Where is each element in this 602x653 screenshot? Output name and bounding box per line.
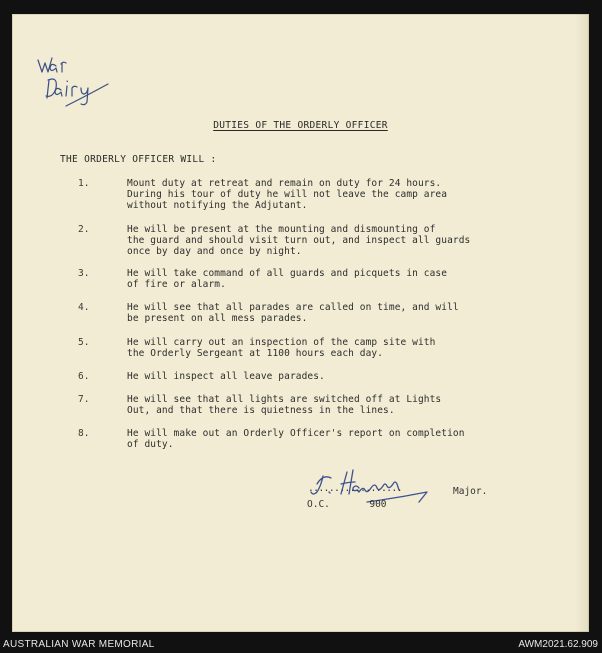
duty-text: He will make out an Orderly Officer's report on completion of duty. bbox=[127, 428, 465, 450]
footer-bar bbox=[0, 636, 602, 653]
footer-accession-id: AWM2021.62.909 bbox=[518, 639, 598, 650]
duty-number: 4. bbox=[78, 302, 90, 313]
footer-institution: AUSTRALIAN WAR MEMORIAL bbox=[3, 639, 155, 650]
document-title bbox=[12, 120, 589, 131]
duty-text: He will see that all parades are called on time, and will be present on all mess parades. bbox=[127, 302, 459, 324]
signature-rank: Major. bbox=[453, 486, 488, 497]
duty-text: He will be present at the mounting and dismounting of the guard and should visit turn out, and inspect all guards once by day and once by night. bbox=[127, 224, 471, 257]
duty-text: He will take command of all guards and picquets in case of fire or alarm. bbox=[127, 268, 448, 290]
intro-line: THE ORDERLY OFFICER WILL : bbox=[60, 154, 217, 165]
duty-number: 6. bbox=[78, 371, 90, 382]
duty-number: 5. bbox=[78, 337, 90, 348]
signature-unit bbox=[307, 499, 387, 510]
duty-number: 7. bbox=[78, 394, 90, 405]
handwritten-note bbox=[36, 52, 116, 108]
signature-line: .................. bbox=[308, 483, 402, 494]
document-title-text: DUTIES OF THE ORDERLY OFFICER bbox=[213, 120, 388, 131]
duty-text: He will see that all lights are switched off at Lights Out, and that there is quietness in the lines. bbox=[127, 394, 442, 416]
paper-shadow bbox=[575, 14, 589, 632]
duty-text: He will inspect all leave parades. bbox=[127, 371, 325, 382]
oc-unit: 900 bbox=[369, 499, 387, 510]
duty-number: 2. bbox=[78, 224, 90, 235]
duty-number: 8. bbox=[78, 428, 90, 439]
duty-number: 3. bbox=[78, 268, 90, 279]
document-page bbox=[12, 14, 589, 632]
handwritten-war-diary-graphic bbox=[36, 52, 116, 108]
duty-text: Mount duty at retreat and remain on duty for 24 hours. During his tour of duty he will not leave the camp area without notifying the Adjutant. bbox=[127, 178, 448, 211]
duty-number: 1. bbox=[78, 178, 90, 189]
oc-label: O.C. bbox=[307, 499, 330, 510]
duty-text: He will carry out an inspection of the camp site with the Orderly Sergeant at 1100 hours each day. bbox=[127, 337, 436, 359]
